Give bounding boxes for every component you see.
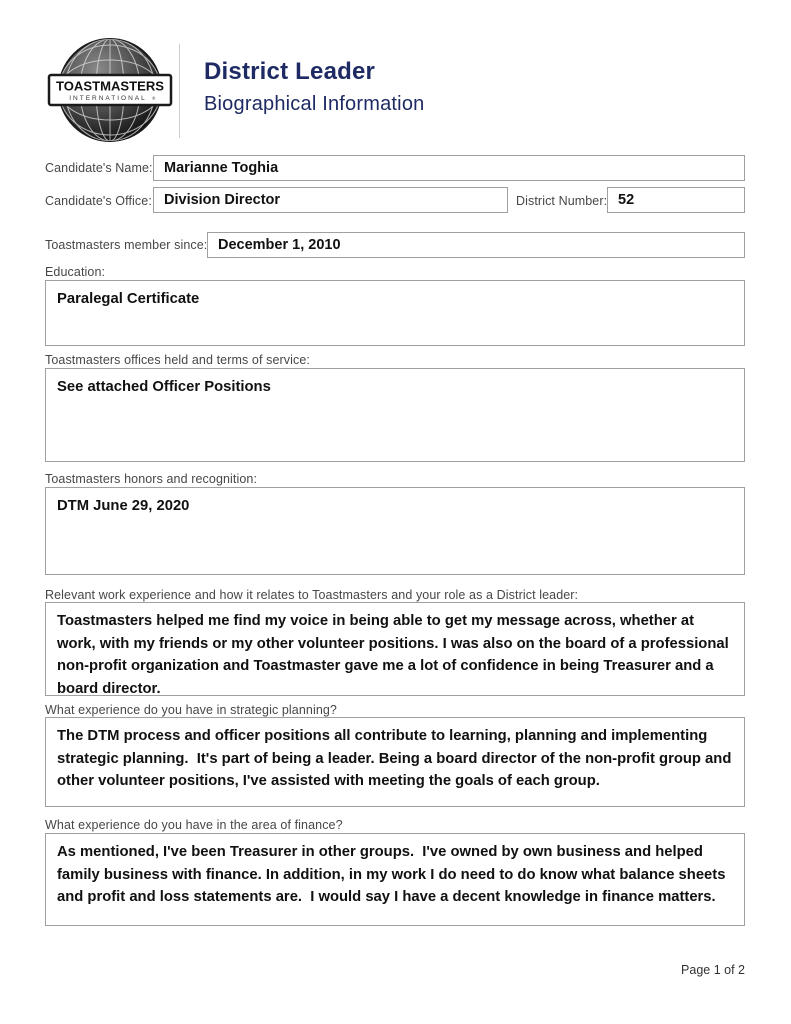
district-number-label: District Number: bbox=[516, 194, 608, 208]
toastmasters-logo-icon bbox=[46, 34, 174, 146]
candidate-name-label: Candidate's Name: bbox=[45, 161, 153, 175]
honors-field[interactable]: DTM June 29, 2020 bbox=[45, 487, 745, 575]
page-subtitle: Biographical Information bbox=[204, 93, 425, 115]
header-divider bbox=[179, 44, 180, 138]
offices-held-field[interactable]: See attached Officer Positions bbox=[45, 368, 745, 462]
strategic-planning-label: What experience do you have in strategic planning? bbox=[45, 703, 337, 717]
title-block bbox=[204, 58, 424, 116]
education-field[interactable]: Paralegal Certificate bbox=[45, 280, 745, 346]
page-title: District Leader bbox=[204, 58, 376, 85]
page-number: Page 1 of 2 bbox=[681, 963, 745, 977]
logo-subwordmark: INTERNATIONAL bbox=[69, 95, 147, 102]
offices-held-label: Toastmasters offices held and terms of service: bbox=[45, 353, 310, 367]
honors-label: Toastmasters honors and recognition: bbox=[45, 472, 258, 486]
member-since-field[interactable]: December 1, 2010 bbox=[207, 232, 745, 258]
candidate-name-field[interactable]: Marianne Toghia bbox=[153, 155, 745, 181]
district-number-field[interactable]: 52 bbox=[607, 187, 745, 213]
education-label: Education: bbox=[45, 265, 106, 279]
logo-wordmark: TOASTMASTERS bbox=[56, 79, 164, 94]
finance-field[interactable]: As mentioned, I've been Treasurer in other groups. I've owned by own business and helped family business with finance. In addition, in my work I do need to do know what balance sheets and profit and loss statements are. I would say I have a decent knowledge in finance matters. bbox=[45, 833, 745, 926]
finance-label: What experience do you have in the area of finance? bbox=[45, 818, 343, 832]
member-since-label: Toastmasters member since: bbox=[45, 238, 208, 252]
work-experience-label: Relevant work experience and how it relates to Toastmasters and your role as a District leader: bbox=[45, 588, 579, 602]
work-experience-field[interactable]: Toastmasters helped me find my voice in being able to get my message across, whether at work, with my friends or my other volunteer positions. I was also on the board of a professional non-profit organization and Toastmaster gave me a lot of confidence in being Treasurer and a board director. bbox=[45, 602, 745, 696]
strategic-planning-field[interactable]: The DTM process and officer positions all contribute to learning, planning and implementing strategic planning. It's part of being a leader. Being a board director of the non-profit group and other volunteer positions, I've assisted with meeting the goals of each group. bbox=[45, 717, 745, 807]
candidate-office-label: Candidate's Office: bbox=[45, 194, 152, 208]
candidate-office-field[interactable]: Division Director bbox=[153, 187, 508, 213]
logo-registered-mark: ® bbox=[152, 96, 156, 101]
